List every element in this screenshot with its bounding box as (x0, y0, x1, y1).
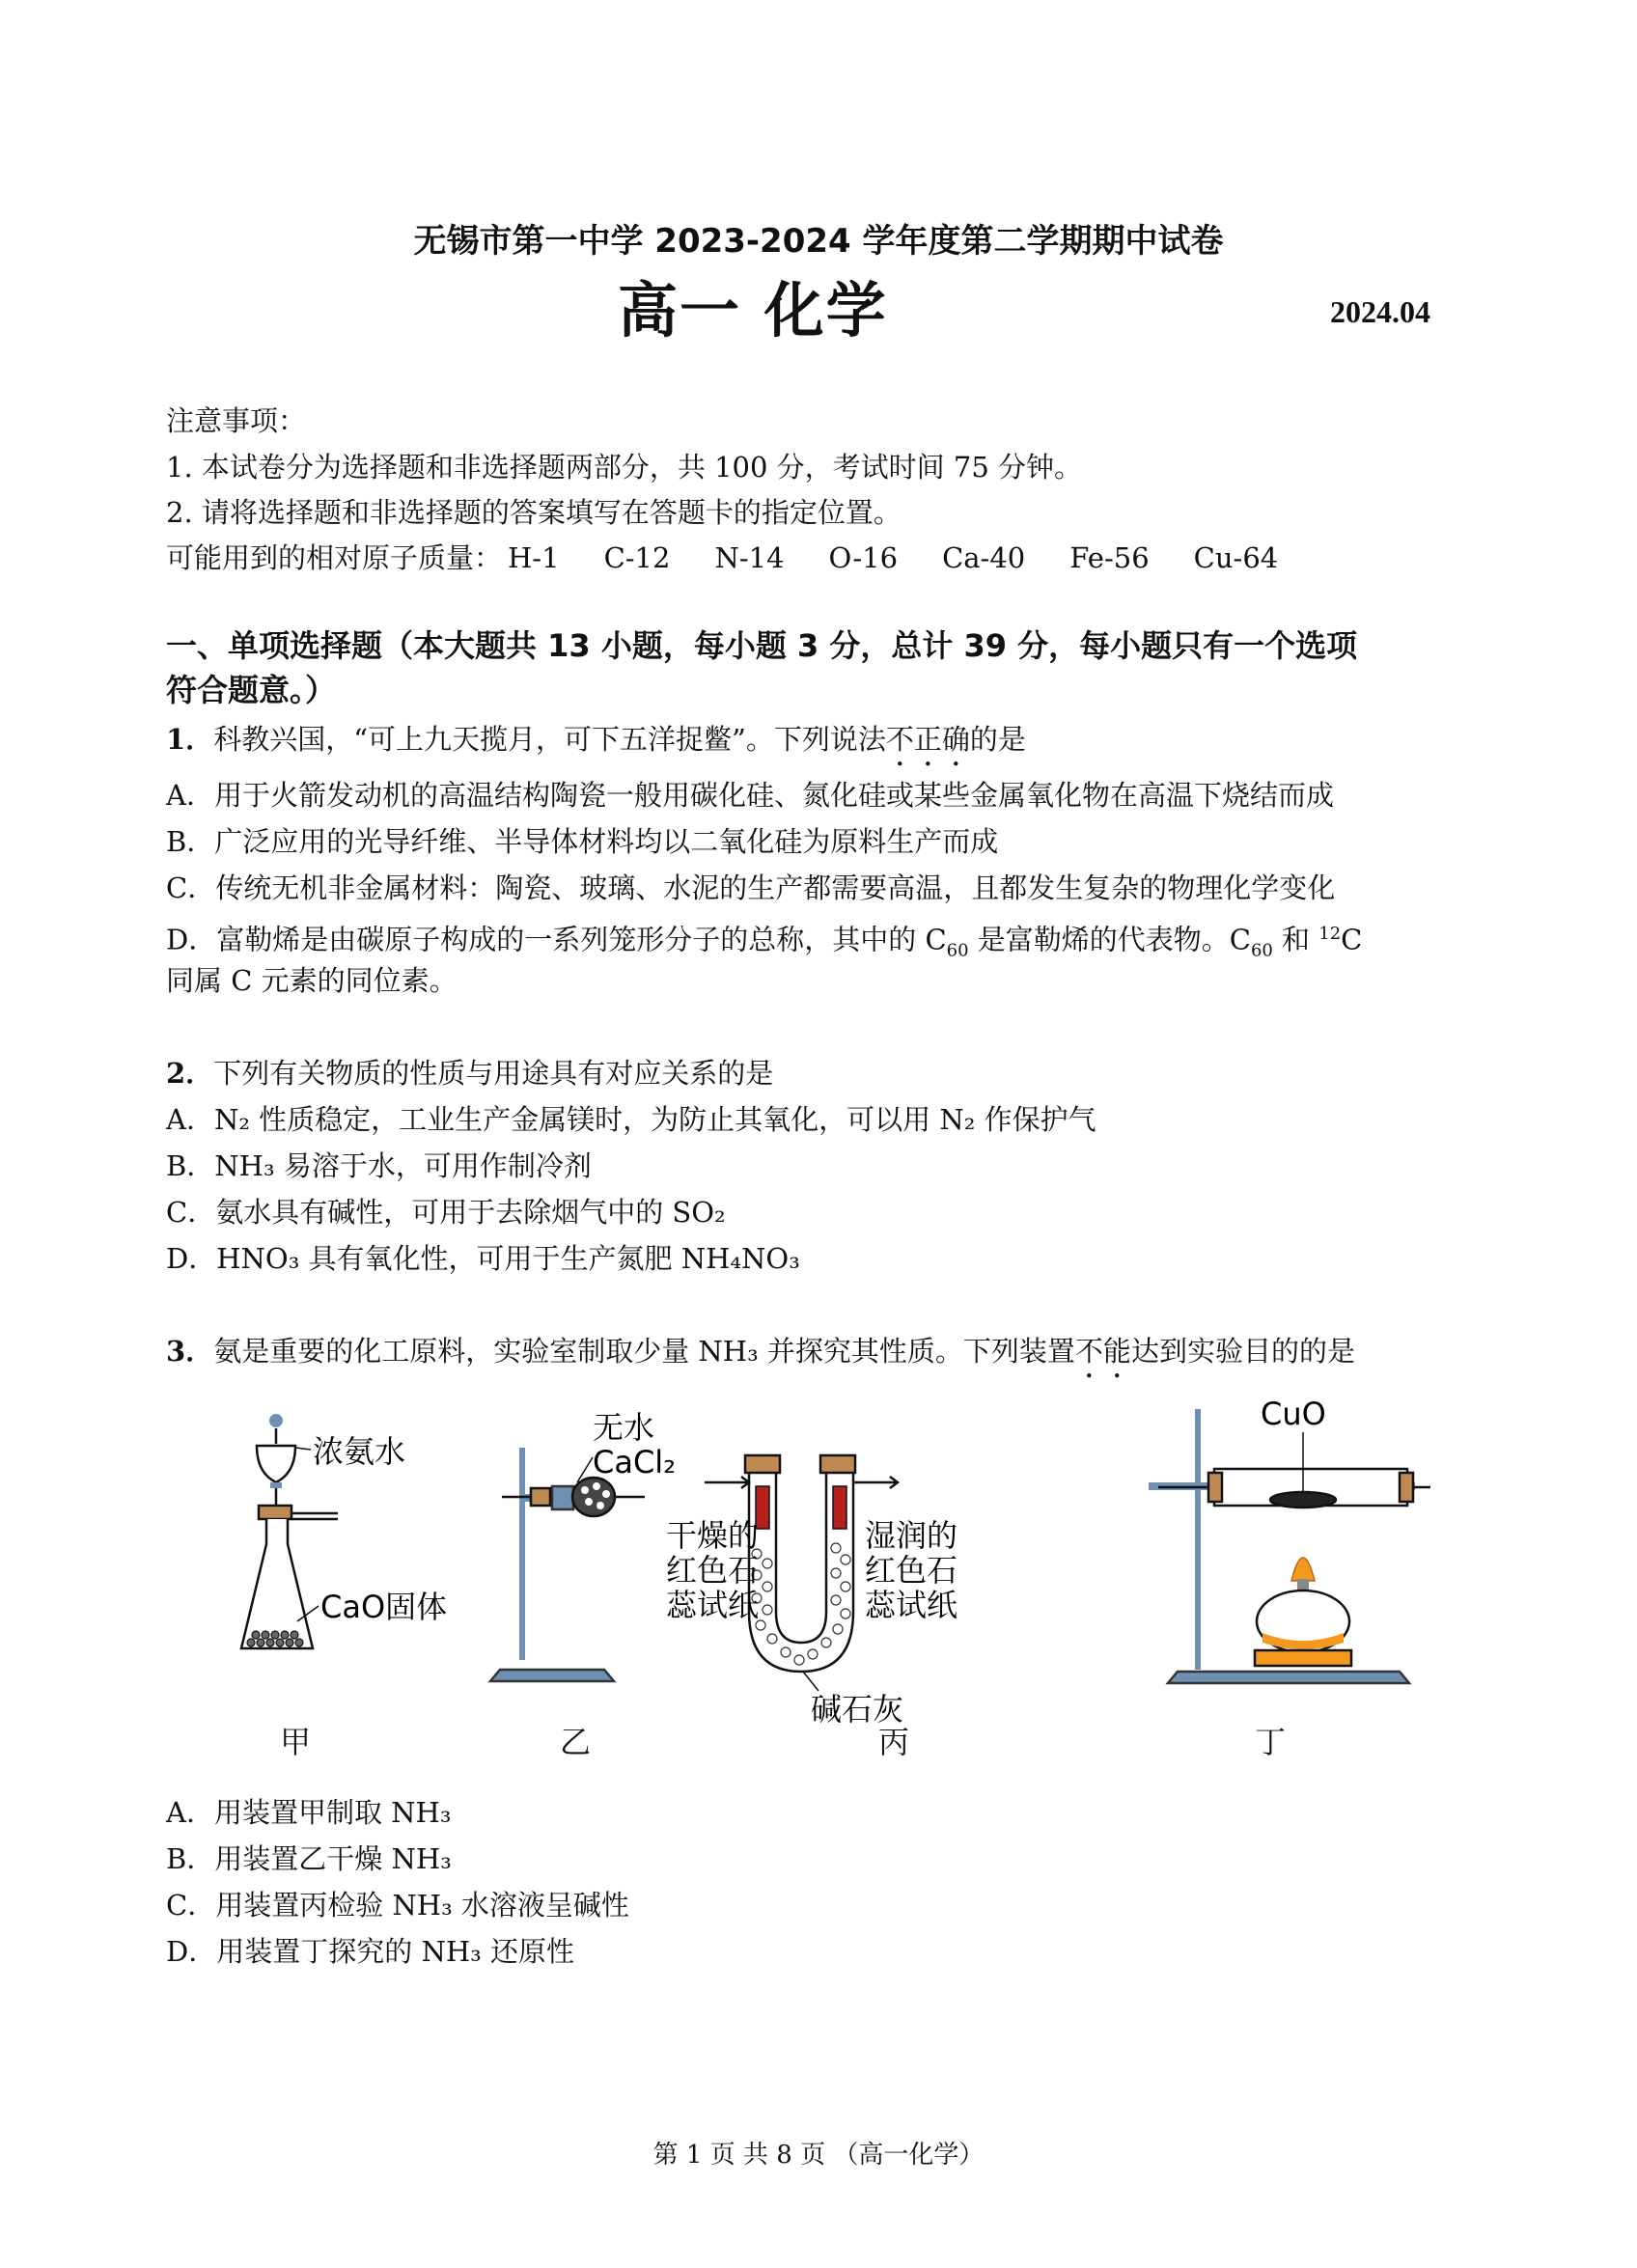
q1-emphasis: 不正确 (885, 723, 970, 756)
q2-option-c: C．氨水具有碱性，可用于去除烟气中的 SO₂ (166, 1196, 726, 1229)
funnel-stopper (269, 1414, 283, 1427)
label-concentrated-ammonia: 浓氨水 (313, 1433, 406, 1470)
wet-litmus-paper (833, 1486, 846, 1529)
q1-option-d: D．富勒烯是由碳原子构成的一系列笼形分子的总称，其中的 $C_{60}$ 是富勒烯的代表物。$C_{60}$ 和 $^{12}$C (166, 923, 1363, 961)
label-cacl2: CaCl₂ (593, 1444, 677, 1480)
section-heading-line-2: 符合题意。） (166, 672, 337, 708)
label-wet-3: 蕊试纸 (865, 1587, 958, 1623)
q2-option-a: A．N₂ 性质稳定，工业生产金属镁时，为防止其氧化，可以用 N₂ 作保护气 (166, 1103, 1096, 1136)
q3-option-d: D．用装置丁探究的 NH₃ 还原性 (166, 1935, 574, 1968)
exam-title: 无锡市第一中学 2023-2024 学年度第二学期期中试卷 (413, 222, 1224, 261)
label-dry-2: 红色石 (666, 1552, 760, 1589)
atomic-cu: Cu-64 (1193, 541, 1279, 574)
stand-base-ding (1168, 1672, 1409, 1683)
notes-line-1: 1. 本试卷分为选择题和非选择题两部分，共 100 分，考试时间 75 分钟。 (166, 451, 1083, 484)
atomic-o: O-16 (828, 541, 899, 574)
label-wet-1: 湿润的 (865, 1517, 958, 1554)
q3-option-a: A．用装置甲制取 NH₃ (166, 1796, 452, 1829)
conical-flask (241, 1519, 313, 1648)
atomic-h: H-1 (508, 541, 560, 574)
u-tube-inner (776, 1473, 826, 1643)
label-soda-lime: 碱石灰 (811, 1691, 904, 1728)
cuo-powder (1270, 1492, 1336, 1507)
notes-heading: 注意事项： (166, 404, 307, 437)
apparatus-yi (490, 1448, 645, 1681)
separatory-funnel (257, 1446, 295, 1482)
stopcock (270, 1482, 282, 1488)
atomic-prefix: 可能用到的相对原子质量： (166, 541, 503, 574)
clamp-jaw (552, 1486, 573, 1509)
q1-stem: 1．科教兴国，“可上九天揽月，可下五洋捉鳖”。下列说法不正确的是 (166, 723, 1026, 756)
lamp-flame (1291, 1558, 1315, 1581)
iron-stand-base (490, 1670, 614, 1681)
label-anhydrous: 无水 (593, 1409, 655, 1446)
label-yi: 乙 (560, 1724, 592, 1760)
q3-option-c: C．用装置丙检验 NH₃ 水溶液呈碱性 (166, 1889, 629, 1922)
lamp-base (1255, 1650, 1351, 1666)
notes-line-2: 2. 请将选择题和非选择题的答案填写在答题卡的指定位置。 (166, 496, 902, 529)
atomic-ca: Ca-40 (942, 541, 1026, 574)
label-bing: 丙 (878, 1724, 910, 1760)
atomic-fe: Fe-56 (1069, 541, 1150, 574)
flask-stopper (259, 1506, 291, 1519)
label-ding: 丁 (1255, 1724, 1287, 1760)
subject-title: 高一 化学 (618, 275, 888, 346)
tube-stopper (531, 1488, 550, 1506)
u-tube-stopper-left (745, 1455, 780, 1473)
q1-number: 1． (166, 723, 214, 756)
soda-lime (752, 1543, 850, 1665)
label-cao-solid: CaO固体 (320, 1589, 448, 1625)
page-footer: 第 1 页 共 8 页 （高一化学） (652, 2141, 985, 2170)
q2-option-d: D．HNO₃ 具有氧化性，可用于生产氮肥 NH₄NO₃ (166, 1242, 800, 1275)
tube-stopper-right (1400, 1473, 1413, 1502)
label-jia: 甲 (280, 1724, 312, 1760)
q1-option-d-cont: 同属 C 元素的同位素。 (166, 964, 458, 997)
q3-option-b: B．用装置乙干燥 NH₃ (166, 1842, 452, 1875)
label-cuo: CuO (1261, 1396, 1326, 1432)
section-heading-line-1: 一、单项选择题（本大题共 13 小题，每小题 3 分，总计 39 分，每小题只有一个选项 (166, 627, 1358, 664)
atomic-masses (166, 539, 1278, 577)
apparatus-ding (1149, 1409, 1430, 1683)
q3-emphasis: 不能 (1074, 1335, 1131, 1368)
iron-stand-rod (519, 1448, 525, 1660)
q3-number: 3． (166, 1335, 214, 1368)
label-wet-2: 红色石 (865, 1552, 958, 1589)
atomic-c: C-12 (603, 541, 671, 574)
q3-stem: 3．氨是重要的化工原料，实验室制取少量 NH₃ 并探究其性质。下列装置不能达到实验目的的是 (166, 1335, 1355, 1368)
q1-option-b: B．广泛应用的光导纤维、半导体材料均以二氧化硅为原料生产而成 (166, 825, 999, 858)
q2-stem: 2．下列有关物质的性质与用途具有对应关系的是 (166, 1057, 774, 1090)
atomic-n: N-14 (714, 541, 785, 574)
q2-option-b: B．NH₃ 易溶于水，可用作制冷剂 (166, 1149, 592, 1182)
exam-date: 2024.04 (1330, 294, 1430, 329)
tube-stopper-left (1208, 1473, 1222, 1502)
q2-number: 2． (166, 1057, 214, 1090)
label-dry-1: 干燥的 (666, 1517, 760, 1554)
q1-option-c: C．传统无机非金属材料：陶瓷、玻璃、水泥的生产都需要高温，且都发生复杂的物理化学变化 (166, 871, 1336, 904)
label-dry-3: 蕊试纸 (666, 1587, 760, 1623)
u-tube-stopper-right (820, 1455, 855, 1473)
delivery-tube (291, 1513, 338, 1519)
q1-option-a: A．用于火箭发动机的高温结构陶瓷一般用碳化硅、氮化硅或某些金属氧化物在高温下烧结而成 (166, 779, 1334, 812)
stand-rod-ding (1195, 1409, 1201, 1670)
